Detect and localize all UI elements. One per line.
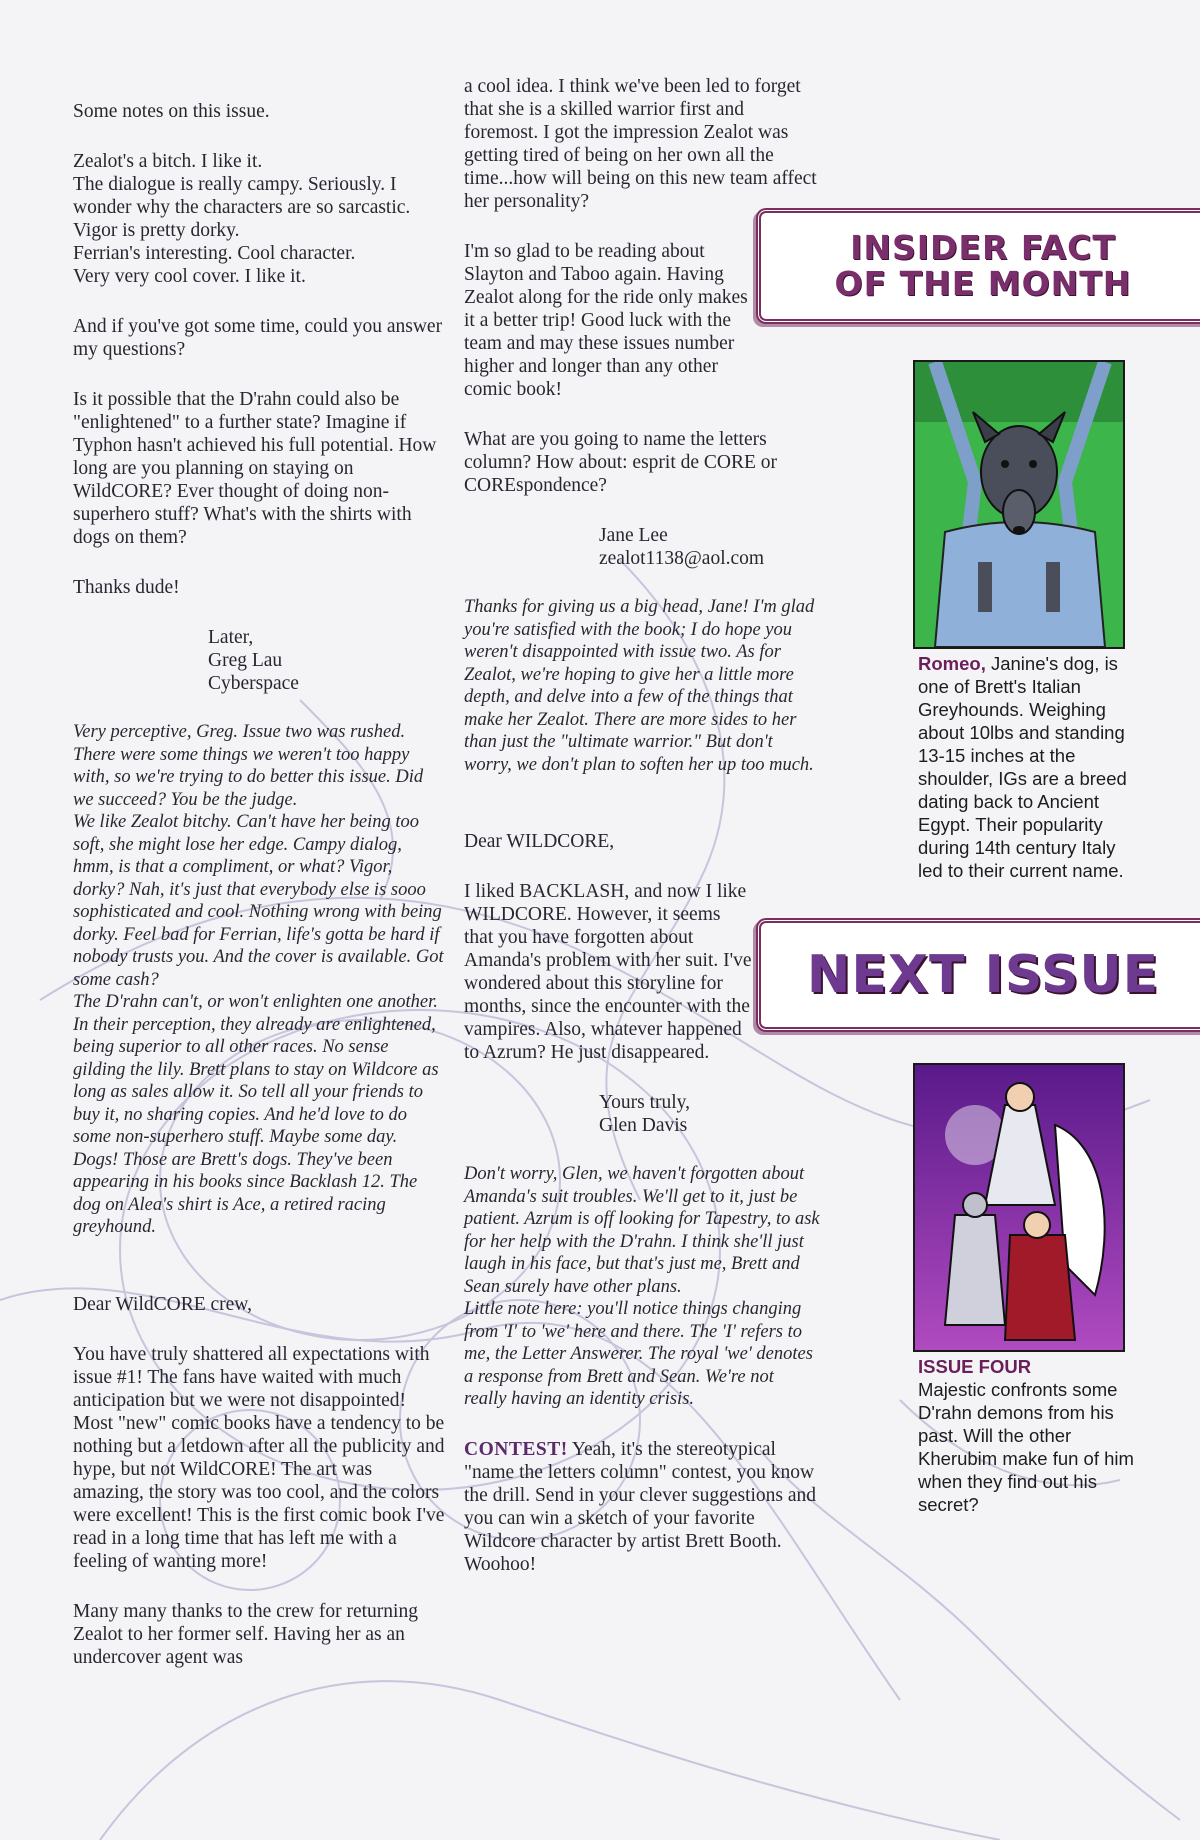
letter1-intro: Some notes on this issue. xyxy=(73,101,270,122)
letter2-paragraph: I'm so glad to be reading about Slayton and Taboo again. Having Zealot along for the ride only makes it a better trip! Good luck with the team and may these issues number higher and longer than any other comic book! xyxy=(464,241,748,400)
fact-name: Romeo, xyxy=(918,653,986,674)
next-issue-label: ISSUE FOUR xyxy=(918,1356,1032,1377)
letter2-paragraph: Many many thanks to the crew for returning Zealot to her former self. Having her as an undercover agent was xyxy=(73,1600,418,1668)
cover-art-icon xyxy=(915,1065,1123,1350)
author-name: Glen Davis xyxy=(599,1115,688,1136)
signoff: Yours truly, xyxy=(599,1092,691,1113)
romeo-dog-illustration xyxy=(913,360,1125,649)
fact-title-line2: OF THE MONTH xyxy=(834,264,1132,303)
reply2: Thanks for giving us a big head, Jane! I'm glad you're satisfied with the book; I do hope you weren't disappointed with issue two. As for Zealot, we're hoping to give her a little more depth, and delve into a few of the things that make her Zealot. There are more sides to her than just the "ultimate warrior." But don't worry, we don't plan to soften her up too much. xyxy=(464,597,815,775)
contest-text: Yeah, it's the stereotypical "name the letters column" contest, you know the drill. Send in your clever suggestions and you can win a sketch of your favorite Wildcore character by artist Brett Booth. Woohoo! xyxy=(464,1438,817,1575)
author-location: Cyberspace xyxy=(208,673,299,694)
letter3-signature xyxy=(464,1091,820,1137)
letter2-paragraph: You have truly shattered all expectations with issue #1! The fans have waited with much anticipation but we were not disappointed! Most "new" comic books have a tendency to be nothing but a letdown after all the publicity and hype, but not WildCORE! The art was amazing, the story was too cool, and the colors were excellent! This is the first comic book I've read in a long time that has left me with a feeling of wanting more! xyxy=(73,1343,445,1572)
letter2-signature xyxy=(464,524,820,570)
letter2-salutation: Dear WildCORE crew, xyxy=(73,1293,252,1315)
next-issue-text xyxy=(918,1355,1138,1516)
letter3-salutation: Dear WILDCORE, xyxy=(464,831,615,852)
contest-paragraph xyxy=(464,1438,820,1576)
note: Ferrian's interesting. Cool character. xyxy=(73,243,356,264)
author-name: Jane Lee xyxy=(599,525,668,546)
reply-paragraph: We like Zealot bitchy. Can't have her being too soft, she might lose her edge. Campy dialog, hmm, is that a compliment, or what? Vigor, dorky? Nah, it's just that everybody else is sooo sophisticated and cool. Nothing wrong with being dorky. Feel bad for Ferrian, life's gotta be hard if nobody trusts you. And the cover is available. Got some cash? xyxy=(73,812,444,990)
author-email: zealot1138@aol.com xyxy=(599,548,765,569)
author-name: Greg Lau xyxy=(208,650,283,671)
left-column xyxy=(73,100,445,1696)
reply-paragraph: Little note here: you'll notice things changing from 'I' to 'we' here and there. The 'I' refers to me, the Letter Answerer. The royal 'we' denotes a response from Brett and Sean. We're not really having an identity crisis. xyxy=(464,1299,813,1409)
letter1-thanks: Thanks dude! xyxy=(73,577,180,598)
letter1-question-intro: And if you've got some time, could you answer my questions? xyxy=(73,316,443,360)
reply-paragraph: Very perceptive, Greg. Issue two was rushed. There were some things we weren't too happy with, so we're trying to do better this issue. Did we succeed? You be the judge. xyxy=(73,722,424,810)
note: Zealot's a bitch. I like it. xyxy=(73,151,263,172)
reply1 xyxy=(73,721,445,1239)
fact-body: Janine's dog, is one of Brett's Italian Greyhounds. Weighing about 10lbs and standing 13-15 inches at the shoulder, IGs are a breed dating back to Ancient Egypt. Their popularity during 14th century Italy led to their current name. xyxy=(918,653,1127,881)
insider-fact-text xyxy=(918,652,1138,882)
letter1-questions: Is it possible that the D'rahn could also be "enlightened" to a further state? Imagine if Typhon hasn't achieved his full potential. How long are you planning on staying on WildCORE? Ever thought of doing non-superhero stuff? What's with the shirts with dogs on them? xyxy=(73,389,437,548)
letter1-notes xyxy=(73,150,445,288)
dog-icon xyxy=(915,362,1123,647)
fact-title-line1: INSIDER FACT xyxy=(850,228,1116,267)
reply3 xyxy=(464,1163,820,1411)
letter1-signature xyxy=(73,626,445,695)
letter2-paragraph: a cool idea. I think we've been led to forget that she is a skilled warrior first and foremost. I got the impression Zealot was getting tired of being on her own all the time...how will being on this new team affect her personality? xyxy=(464,76,817,212)
note: The dialogue is really campy. Seriously. I wonder why the characters are so sarcastic. xyxy=(73,174,411,218)
letter3-paragraph: I liked BACKLASH, and now I like WILDCORE. However, it seems that you have forgotten about Amanda's problem with her suit. I've wondered about this storyline for months, since the encounter with the vampires. Also, whatever happened to Azrum? He just disappeared. xyxy=(464,881,752,1063)
next-issue-banner xyxy=(756,918,1200,1032)
note: Vigor is pretty dorky. xyxy=(73,220,240,241)
contest-lead: CONTEST! xyxy=(464,1438,568,1460)
reply-paragraph: The D'rahn can't, or won't enlighten one another. In their perception, they already are enlightened, being superior to all other races. No sense gilding the lily. Brett plans to stay on Wildcore as long as sales allow it. So tell all your friends to buy it, no sharing copies. And he'd love to do some non-superhero stuff. Maybe some day. Dogs! Those are Brett's dogs. They've been appearing in his books since Backlash 12. The dog on Alea's shirt is Ace, a retired racing greyhound. xyxy=(73,992,439,1237)
next-issue-title: NEXT ISSUE xyxy=(806,945,1160,1005)
insider-fact-banner xyxy=(756,208,1200,324)
note: Very very cool cover. I like it. xyxy=(73,266,306,287)
next-issue-cover xyxy=(913,1063,1125,1352)
next-issue-body: Majestic confronts some D'rahn demons from his past. Will the other Kherubim make fun of him when they find out his secret? xyxy=(918,1379,1134,1515)
signoff: Later, xyxy=(208,627,254,648)
reply-paragraph: Don't worry, Glen, we haven't forgotten about Amanda's suit troubles. We'll get to it, just be patient. Azrum is off looking for Tapestry, to ask for her help with the D'rahn. I think she'll just laugh in his face, but that's just me, Brett and Sean surely have other plans. xyxy=(464,1164,820,1297)
letter2-paragraph: What are you going to name the letters column? How about: esprit de CORE or COREspondence? xyxy=(464,429,778,496)
